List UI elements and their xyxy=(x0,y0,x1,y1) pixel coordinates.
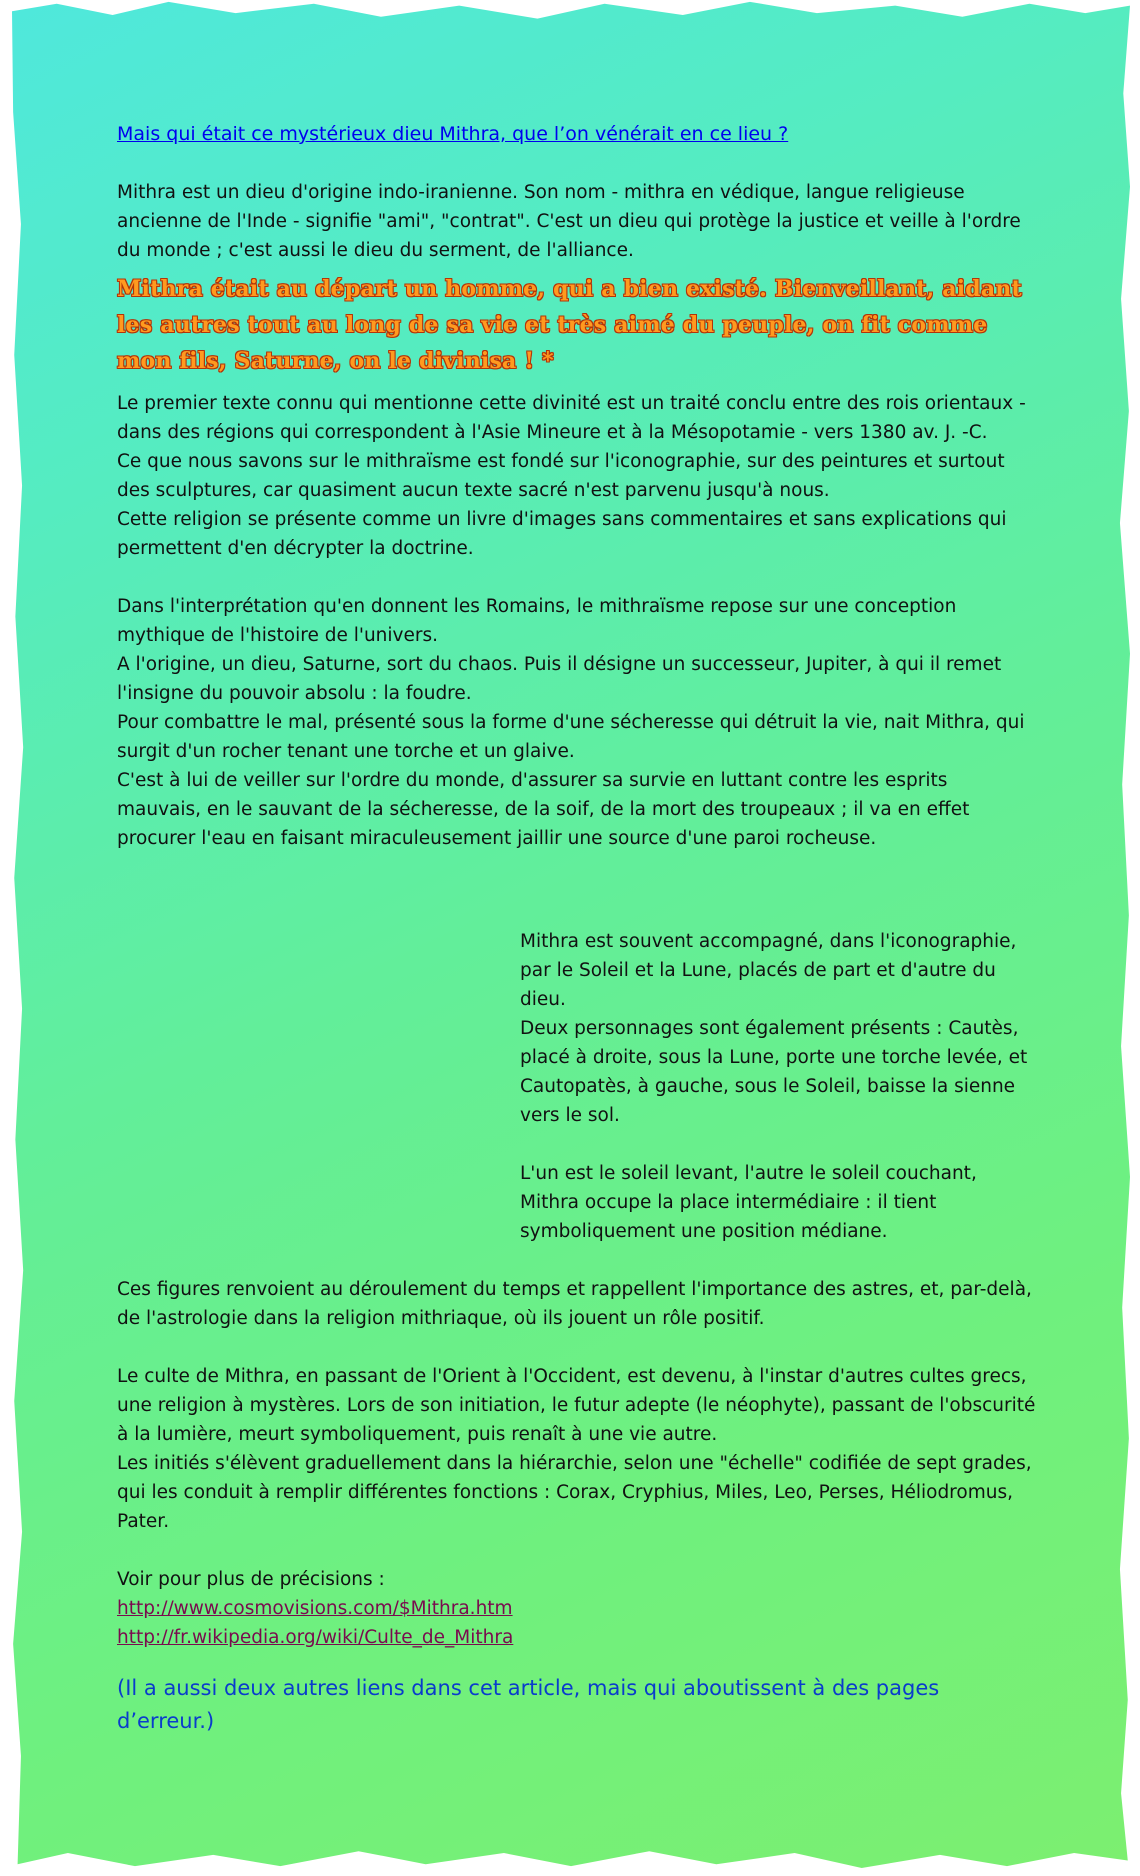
paragraph: Dans l'interprétation qu'en donnent les Romains, le mithraïsme repose sur une conception mythique de l'histoire de l'univers. xyxy=(117,596,957,646)
link-wikipedia[interactable]: http://fr.wikipedia.org/wiki/Culte_de_Mithra xyxy=(117,1627,514,1648)
link-cosmovisions[interactable]: http://www.cosmovisions.com/$Mithra.htm xyxy=(117,1598,513,1619)
paragraph: Cette religion se présente comme un livre d'images sans commentaires et sans explications qui permettent d'en décrypter la doctrine. xyxy=(117,509,1007,559)
paragraph: Ces figures renvoient au déroulement du temps et rappellent l'importance des astres, et, par-delà, de l'astrologie dans la religion mithriaque, où ils jouent un rôle positif. xyxy=(117,1279,1032,1329)
blackletter-quote: Mithra était au départ un homme, qui a bien existé. Bienveillant, aidant les autres tout au long de sa vie et très aimé du peuple, on fit comme mon fils, Saturne, on le divinisa ! * xyxy=(117,276,1022,374)
paragraph: Le culte de Mithra, en passant de l'Orient à l'Occident, est devenu, à l'instar d'autres cultes grecs, une religion à mystères. Lors de son initiation, le futur adepte (le néophyte), passant de l'obscurité à la lumière, meurt symboliquement, puis renaît à une vie autre. xyxy=(117,1366,1036,1445)
paragraph: Pour combattre le mal, présenté sous la forme d'une sécheresse qui détruit la vie, nait Mithra, qui surgit d'un rocher tenant une torche et un glaive. xyxy=(117,712,1025,762)
closing-note: (Il a aussi deux autres liens dans cet article, mais qui aboutissent à des pages d’erreur.) xyxy=(117,1676,940,1733)
paragraph: Les initiés s'élèvent graduellement dans la hiérarchie, selon une "échelle" codifiée de sept grades, qui les conduit à remplir différentes fonctions : Corax, Cryphius, Miles, Leo, Perses, Héliodromus, Pater. xyxy=(117,1453,1032,1532)
see-more-label: Voir pour plus de précisions : xyxy=(117,1569,385,1590)
paragraph: A l'origine, un dieu, Saturne, sort du chaos. Puis il désigne un successeur, Jupiter, à qui il remet l'insigne du pouvoir absolu : la foudre. xyxy=(117,654,1002,704)
paragraph: Le premier texte connu qui mentionne cette divinité est un traité conclu entre des rois orientaux - dans des régions qui correspondent à l'Asie Mineure et à la Mésopotamie - vers 1380 av. J. -C. xyxy=(117,393,1026,443)
paragraph: Ce que nous savons sur le mithraïsme est fondé sur l'iconographie, sur des peintures et surtout des sculptures, car quasiment aucun texte sacré n'est parvenu jusqu'à nous. xyxy=(117,451,1005,501)
heading-link[interactable]: Mais qui était ce mystérieux dieu Mithra, que l’on vénérait en ce lieu ? xyxy=(117,123,789,145)
intro-paragraph: Mithra est un dieu d'origine indo-iranienne. Son nom - mithra en védique, langue religieuse ancienne de l'Inde - signifie "ami", "contrat". C'est un dieu qui protège la justice et veille à l'ordre du monde ; c'est aussi le dieu du serment, de l'alliance. xyxy=(117,182,1021,261)
paragraph: C'est à lui de veiller sur l'ordre du monde, d'assurer sa survie en luttant contre les esprits mauvais, en le sauvant de la sécheresse, de la soif, de la mort des troupeaux ; il va en effet procurer l'eau en faisant miraculeusement jaillir une source d'une paroi rocheuse. xyxy=(117,770,970,849)
paragraph: Mithra est souvent accompagné, dans l'iconographie, par le Soleil et la Lune, placés de part et d'autre du dieu. xyxy=(520,931,1017,1010)
paragraph: Deux personnages sont également présents : Cautès, placé à droite, sous la Lune, porte une torche levée, et Cautopatès, à gauche, sous le Soleil, baisse la sienne vers le sol. xyxy=(520,1018,1028,1126)
right-column xyxy=(520,927,1040,1246)
article-content xyxy=(117,120,1037,1738)
paragraph: L'un est le soleil levant, l'autre le soleil couchant, Mithra occupe la place intermédiaire : il tient symboliquement une position médiane. xyxy=(520,1163,977,1242)
